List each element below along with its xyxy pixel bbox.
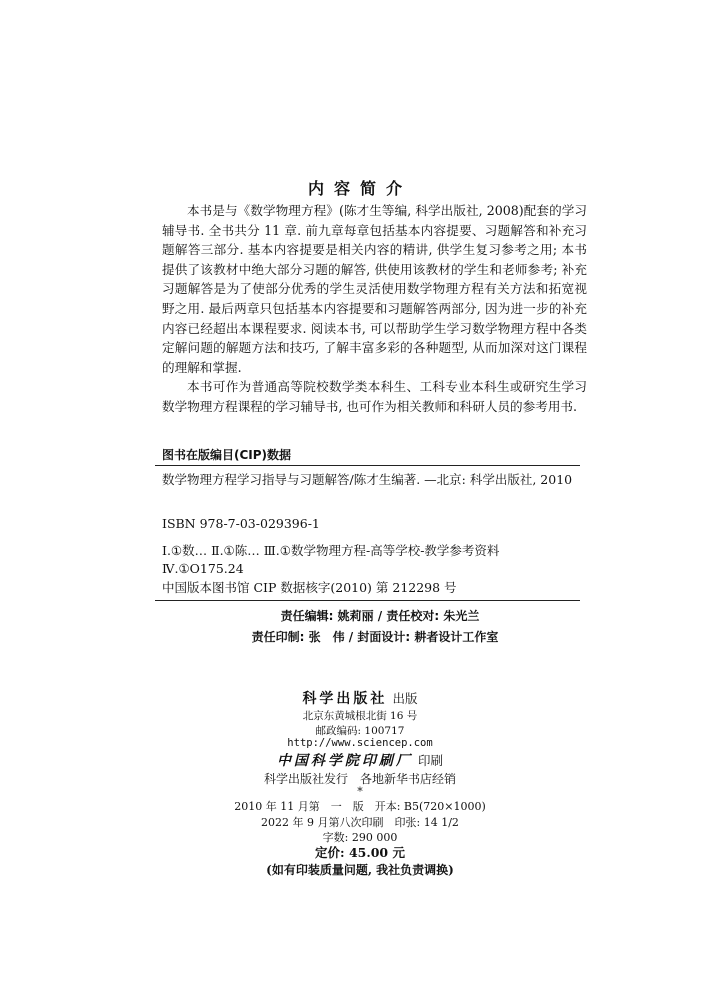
publisher-line (0, 688, 720, 708)
publisher-address: 北京东黄城根北街 16 号 (302, 710, 418, 722)
cip-top-rule (155, 465, 580, 466)
cip-classification-2: Ⅳ.①O175.24 (162, 561, 244, 576)
publisher-suffix: 出版 (392, 691, 418, 706)
quality-note: (如有印装质量问题, 我社负责调换) (266, 863, 454, 877)
staff-line-1: 责任编辑: 姚莉丽 / 责任校对: 朱光兰 (280, 609, 480, 623)
publisher-logo: 科学出版社 (302, 691, 388, 707)
cip-isbn: ISBN 978-7-03-029396-1 (162, 516, 320, 531)
cip-classification-1: Ⅰ.①数… Ⅱ.①陈… Ⅲ.①数学物理方程-高等学校-教学参考资料 (162, 543, 500, 558)
printer-line (0, 750, 720, 770)
edition-line-2: 2022 年 9 月第八次印刷 印张: 14 1/2 (261, 816, 459, 829)
publisher-website: http://www.sciencep.com (287, 737, 433, 749)
cip-heading: 图书在版编目(CIP)数据 (162, 448, 292, 462)
printer-suffix: 印刷 (418, 753, 444, 768)
cip-bottom-rule (155, 600, 580, 601)
word-count: 字数: 290 000 (322, 831, 398, 844)
edition-line-1: 2010 年 11 月第 一 版 开本: B5(720×1000) (234, 800, 486, 813)
cip-number: 中国版本图书馆 CIP 数据核字(2010) 第 212298 号 (162, 580, 457, 595)
separator-star: * (357, 785, 363, 798)
distribution-line: 科学出版社发行 各地新华书店经销 (263, 772, 456, 786)
publisher-postcode: 邮政编码: 100717 (315, 725, 405, 737)
price: 定价: 45.00 元 (315, 845, 405, 860)
summary-paragraph-1: 本书是与《数学物理方程》(陈才生等编, 科学出版社, 2008)配套的学习辅导书. 全书共分 11 章. 前九章每章包括基本内容提要、习题解答和补充习题解答三部分. 基本内容提要是相关内容的精讲, 供学生复习参考之用; 本书提供了该教材中绝大部分习题的解答, 供使用该教材的学生和老师参考; 补充习题解答是为了使部分优秀的学生灵活使用数学物理方程有关方法和拓宽视野之用. 最后两章只包括基本内容提要和习题解答两部分, 因为进一步的补充内容已经超出本课程要求. 阅读本书, 可以帮助学生学习数学物理方程中各类定解问题的解题方法和技巧, 了解丰富多彩的各种题型, 从而加深对这门课程的理解和掌握. (162, 203, 587, 375)
summary-title: 内容简介 (307, 179, 412, 198)
staff-line-2: 责任印制: 张 伟 / 封面设计: 耕者设计工作室 (251, 630, 499, 644)
cip-title-line: 数学物理方程学习指导与习题解答/陈才生编著. —北京: 科学出版社, 2010 (162, 472, 573, 487)
summary-paragraph-2: 本书可作为普通高等院校数学类本科生、工科专业本科生或研究生学习数学物理方程课程的学习辅导书, 也可作为相关教师和科研人员的参考用书. (162, 379, 587, 414)
printer-logo: 中国科学院印刷厂 (276, 753, 413, 769)
